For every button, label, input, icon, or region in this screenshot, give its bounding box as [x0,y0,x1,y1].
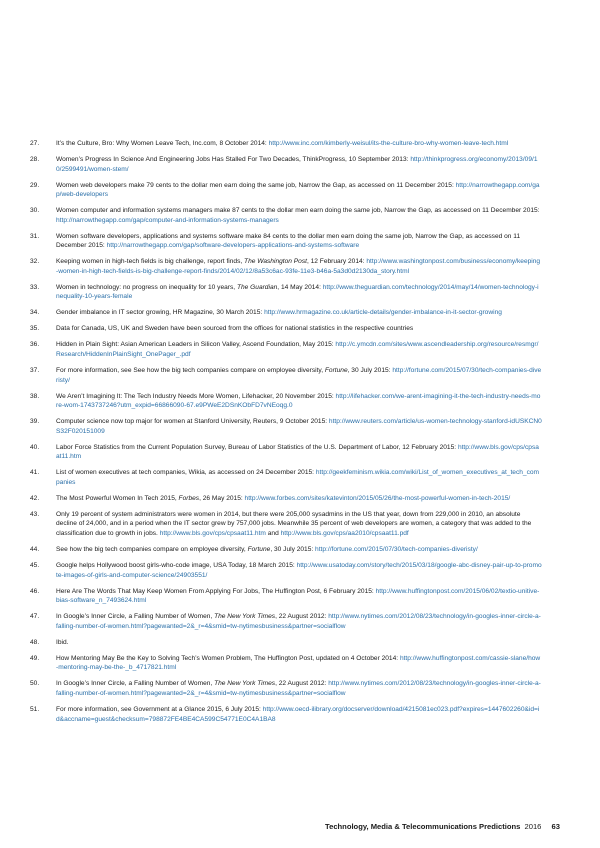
reference-text [56,639,68,646]
reference-link[interactable]: http://www.hrmagazine.co.uk/article-details/gender-imbalance-in-it-sector-growing [264,309,502,317]
reference-number: 33. [30,283,40,291]
reference-segment: , 30 July 2015: [270,546,316,554]
reference-item [30,324,542,334]
reference-segment: We Aren’t Imagining It: The Tech Industry Needs More Women, Lifehacker, 20 November 2015: [56,392,336,400]
reference-text [56,325,413,332]
reference-item [30,679,542,698]
reference-item [30,510,542,539]
reference-text [56,495,510,502]
reference-number: 29. [30,181,40,189]
reference-number: 28. [30,155,40,163]
reference-segment: Here Are The Words That May Keep Women From Applying For Jobs, The Huffington Post, 6 February 2015: [56,587,376,595]
reference-number: 40. [30,443,40,451]
publication-title: The Washington Post [244,258,307,266]
reference-item [30,232,542,251]
reference-text [56,284,539,301]
page-footer [325,822,560,831]
reference-link[interactable]: http://www.reuters.com/article/us-women-technology-stanford-idUSKCN0S32F020151009 [56,418,542,435]
reference-number: 49. [30,654,40,662]
reference-item [30,206,542,225]
reference-segment: Ibid. [56,638,69,646]
reference-item [30,417,542,436]
reference-text [56,341,538,358]
reference-number: 34. [30,309,40,317]
reference-link[interactable]: http://narrowthegapp.com/gap/computer-and-information-systems-managers [56,216,279,224]
reference-segment: Women in technology: no progress on inequality for 10 years, [56,283,237,291]
reference-number: 42. [30,494,40,502]
reference-number: 41. [30,469,40,477]
reference-segment: , 22 August 2012: [275,613,329,621]
reference-link[interactable]: http://thinkprogress.org/economy/2013/09/10/2599491/women-stem/ [56,155,538,173]
reference-number: 36. [30,341,40,349]
reference-link[interactable]: http://www.huffingtonpost.com/2015/06/02/textio-unitive-bias-software_n_7493624.html [56,587,540,605]
reference-segment: Hidden in Plain Sight: Asian American Leaders in Silicon Valley, Ascend Foundation, May 2015: [56,341,336,349]
reference-link[interactable]: http://www.washingtonpost.com/business/economy/keeping-women-in-high-tech-fields-is-big-challenge-report-finds/2014/02/12/8a53c6ac-93fe-11e3-b46a-5a3d0d2130da_story.html [56,258,541,275]
reference-item [30,283,542,302]
reference-number: 45. [30,562,40,570]
reference-segment: Labor Force Statistics from the Current Population Survey, Bureau of Labor Statistics of the U.S. Department of Labor, 12 February 2015: [56,443,458,451]
reference-number: 44. [30,546,40,554]
reference-item [30,181,542,200]
reference-item [30,308,542,318]
publication-title: Fortune [247,546,271,554]
reference-link[interactable]: http://narrowthegapp.com/gap/web-developers [56,181,540,199]
reference-item [30,443,542,462]
reference-item [30,612,542,631]
reference-segment: Computer science now top major for women at Stanford University, Reuters, 9 October 2015: [56,418,329,426]
reference-link[interactable]: http://narrowthegapp.com/gap/software-developers-applications-and-systems-software [106,242,360,250]
reference-segment: It’s the Culture, Bro: Why Women Leave Tech, Inc.com, 8 October 2014: [56,140,269,147]
reference-segment: For more information, see Government at a Glance 2015, 6 July 2015: [56,705,263,713]
reference-link[interactable]: http://www.forbes.com/sites/katevinton/2015/05/26/the-most-powerful-women-in-tech-2015/ [244,494,511,502]
reference-item [30,494,542,504]
reference-number: 32. [30,258,40,266]
reference-text [56,655,540,672]
reference-text [56,182,540,199]
reference-text [56,588,539,605]
reference-segment: List of women executives at tech companies, Wikia, as accessed on 24 December 2015: [56,469,316,477]
reference-text [56,309,502,316]
reference-link[interactable]: http://www.bls.gov/cps/cpsaat11.htm [56,443,539,461]
reference-segment: For more information, see See how the big tech companies compare on employee diversity, [56,367,325,374]
reference-text [56,469,539,486]
reference-link[interactable]: http://www.nytimes.com/2012/08/23/technology/in-googles-inner-circle-a-falling-number-of-women.html?pagewanted=2&_r=4&smid=tw-nytimesbusiness&partner=socialflow [56,613,541,630]
reference-text [56,444,539,461]
reference-text [56,233,520,250]
reference-link[interactable]: http://fortune.com/2015/07/30/tech-companies-diveristy/ [56,367,542,384]
reference-item [30,155,542,174]
reference-segment: Data for Canada, US, UK and Sweden have been sourced from the offices for national statistics in the respective countries [56,325,414,333]
reference-link[interactable]: http://www.huffingtonpost.com/cassie-slane/how-mentoring-may-be-the-_b_4717821.html [56,654,541,672]
reference-item [30,705,542,724]
reference-item [30,468,542,487]
publication-title: The New York Times [214,613,276,621]
reference-item [30,654,542,673]
reference-number: 43. [30,510,40,518]
reference-number: 48. [30,638,40,646]
reference-text [56,706,539,723]
reference-segment: Gender imbalance in IT sector growing, HR Magazine, 30 March 2015: [56,309,265,317]
reference-text [56,546,478,553]
reference-segment: Women’s Progress In Science And Engineering Jobs Has Stalled For Two Decades, ThinkProgress, 10 September 2013: [56,155,411,163]
reference-item [30,257,542,276]
reference-number: 50. [30,680,40,688]
reference-number: 27. [30,140,40,147]
reference-segment: In Google’s Inner Circle, a Falling Number of Women, [56,680,215,688]
reference-segment: , 14 May 2014: [277,283,323,291]
reference-number: 35. [30,325,40,333]
reference-text [56,680,541,697]
reference-number: 39. [30,418,40,426]
reference-segment: Women web developers make 79 cents to the dollar men earn doing the same job, Narrow the Gap, as accessed on 11 December 2015: [56,181,456,189]
reference-segment: Women software developers, applications and systems software make 84 cents to the dollar men earn doing the same job, Narrow the Gap, as accessed on 11 December 2015: [56,232,521,250]
reference-text [56,562,542,579]
reference-link[interactable]: http://c.ymcdn.com/sites/www.ascendleadership.org/resource/resmgr/Research/HiddenInPlainSight_OnePager_.pdf [56,341,539,359]
page-number: 63 [551,822,560,831]
reference-number: 46. [30,587,40,595]
reference-item [30,587,542,606]
reference-number: 47. [30,613,40,621]
reference-link[interactable]: http://www.nytimes.com/2012/08/23/technology/in-googles-inner-circle-a-falling-number-of-women.html?pagewanted=2&_r=4&smid=tw-nytimesbusiness&partner=socialflow [56,680,541,697]
reference-link[interactable]: http://www.theguardian.com/technology/2014/may/14/women-technology-inequality-10-years-female [56,283,539,301]
reference-text [56,258,540,275]
reference-item [30,139,542,149]
reference-number: 31. [30,232,40,240]
reference-segment: Google helps Hollywood boost girls-who-code image, USA Today, 18 March 2015: [56,562,297,570]
reference-item [30,392,542,411]
reference-text [56,511,531,537]
reference-link[interactable]: http://lifehacker.com/we-arent-imagining-it-the-tech-industry-needs-more-wom-1743737246?utm_expid=66866090-67.e9PWeE2DSnKObFD7vNEoqg.0 [56,392,541,410]
publication-title: Fortune [324,367,348,374]
reference-number: 38. [30,392,40,400]
reference-number: 51. [30,705,40,713]
reference-item [30,545,542,555]
reference-segment: The Most Powerful Women In Tech 2015, [56,494,179,502]
reference-text [56,418,542,435]
publication-title: Forbes [178,494,200,502]
reference-link[interactable]: http://www.bls.gov/cps/cpsaat11.htm [159,530,266,538]
publication-title: The New York Times [214,680,276,688]
reference-item [30,638,542,648]
reference-item [30,340,542,359]
reference-segment: See how the big tech companies compare on employee diversity, [56,546,248,554]
reference-link[interactable]: http://fortune.com/2015/07/30/tech-companies-diveristy/ [315,546,478,554]
reference-segment: Keeping women in high-tech fields is big challenge, report finds, [56,258,245,266]
reference-segment: How Mentoring May Be the Key to Solving Tech’s Women Problem, The Huffington Post, updated on 4 October 2014: [56,654,400,662]
publication-title: The Guardian [236,283,278,291]
references-list [30,139,542,730]
reference-text [56,207,540,224]
reference-link[interactable]: http://geekfeminism.wikia.com/wiki/List_of_women_executives_at_tech_companies [56,469,540,486]
reference-text [56,367,541,384]
reference-link[interactable]: http://www.usatoday.com/story/tech/2015/03/18/google-abc-disney-pair-up-to-promote-images-of-girls-and-computer-science/24903551/ [56,562,542,579]
reference-number: 37. [30,367,40,374]
reference-segment: , 12 February 2014: [306,258,367,266]
reference-link[interactable]: http://www.bls.gov/cps/aa2010/cpsaat11.pdf [280,530,409,538]
reference-text [56,140,508,147]
reference-text [56,613,541,630]
reference-segment: and [265,530,281,538]
footer-title: Technology, Media & Telecommunications Predictions [325,822,521,831]
reference-segment: , 26 May 2015: [199,494,245,502]
reference-segment: , 30 July 2015: [347,367,393,374]
reference-link[interactable]: http://www.inc.com/kimberly-weisul/its-the-culture-bro-why-women-leave-tech.html [268,140,509,147]
reference-segment: Only 19 percent of system administrators were women in 2014, but there were 205,000 sysadmins in the US that year, down from 229,000 in 2010, an absolute decline of 24,000, and in a period when the IT sector grew by 757,000 jobs. Meanwhile 35 percent of web developers are women, a category that was added to the classification due to growth in jobs. [56,510,532,538]
reference-segment: In Google’s Inner Circle, a Falling Number of Women, [56,613,215,621]
reference-text [56,393,540,410]
reference-number: 30. [30,207,40,215]
reference-item [30,561,542,580]
footer-year: 2016 [524,822,542,831]
reference-text [56,156,538,173]
reference-segment: , 22 August 2012: [275,680,329,688]
reference-link[interactable]: http://www.oecd-ilibrary.org/docserver/download/4215081ec023.pdf?expires=1447602260&id=id&accname=guest&checksum=798872FE4BE4CA599C54771E0C4A1BA8 [56,705,540,723]
reference-item [30,366,542,385]
reference-segment: Women computer and information systems managers make 87 cents to the dollar men earn doing the same job, Narrow the Gap, as accessed on 11 December 2015: [56,207,540,215]
